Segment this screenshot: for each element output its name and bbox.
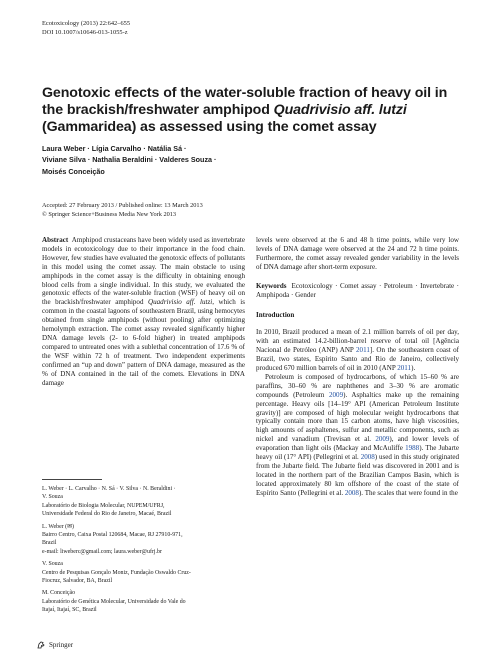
affiliation-line: Fiocruz, Salvador, BA, Brazil: [42, 578, 113, 585]
affiliation-2: [42, 523, 247, 557]
intro-text: ).: [411, 363, 416, 372]
affiliations: [42, 485, 247, 619]
affiliation-line: Itajaí, Itajaí, SC, Brazil: [42, 607, 97, 614]
citation-link[interactable]: 2009: [329, 390, 344, 399]
citation-link[interactable]: 2011: [397, 363, 412, 372]
springer-horse-icon: [36, 640, 46, 650]
title-species: Quadrivisio aff. lutzi: [273, 101, 407, 118]
authors-line-3: Moisés Conceição: [42, 166, 105, 176]
keywords-text: Ecotoxicology · Comet assay · Petroleum · Invertebrate · Amphipoda · Gender: [256, 281, 459, 299]
journal-header: [42, 20, 130, 37]
affiliation-line: Bairro Centro, Caixa Postal 120684, Macae, RJ 27910-971,: [42, 532, 183, 539]
abstract-text-2: , which is common in the coastal lagoons of southeastern Brazil, using hemocytes obtained from single amphipods (without pooling) after optimizing hemolymph extraction. The comet assay revealed significantly higher DNA damage levels (2- to 6-fold higher) in treated amphipods compared to untreated ones with a sublethal concentration of 17.6 % of the WSF within 72 h of treatment. Two independent experiments confirmed an “up and down” pattern of DNA damage, measured as the % of DNA contained in the tail of the comets. Elevations in DNA damage: [42, 298, 245, 387]
affiliation-line: Laboratório de Genética Molecular, Universidade do Vale do: [42, 598, 186, 605]
affiliation-line: Universidade Federal do Rio de Janeiro, Macaé, Brazil: [42, 511, 172, 518]
publisher-name: Springer: [49, 641, 74, 649]
left-column: [42, 236, 245, 387]
page-footer: [36, 640, 73, 650]
affiliation-4: [42, 589, 247, 614]
intro-text: Petroleum is composed of hydrocarbons, of which 15–60 % are paraffins, 30–60 % are naphthenes and 3–30 % are aromatic compounds (Petroleum: [256, 372, 459, 399]
right-column: [256, 236, 459, 498]
affiliation-line: L. Weber · L. Carvalho · N. Sá · V. Silva · N. Beraldini ·: [42, 486, 176, 492]
abstract-species: Quadrivisio aff. lutzi: [148, 298, 213, 307]
intro-text: ) used in this study originated from the Jubarte field. The Jubarte field was discovered in 2001 and is located in the northern part of the Brazilian Campos Basin, which is located approximately 80 km offshore of the coast of the state of Espírito Santo (Pellegrini et al.: [256, 453, 459, 497]
affiliation-line: V. Souza: [42, 494, 63, 501]
abstract-continuation: levels were observed at the 6 and 48 h time points, while very low levels of DNA damage were observed at the 24 and 72 h time points. Furthermore, the comet assay revealed gender variability in the levels of DNA damage after short-term exposure.: [256, 236, 459, 271]
authors-line-2: Viviane Silva · Nathalia Beraldini · Valderes Souza ·: [42, 155, 217, 165]
copyright-line: © Springer Science+Business Media New York 2013: [42, 210, 177, 218]
introduction-heading: Introduction: [256, 311, 295, 320]
citation-link[interactable]: 2008: [360, 453, 375, 462]
intro-paragraph-1: [256, 328, 459, 373]
abstract: [42, 236, 245, 387]
doi[interactable]: DOI 10.1007/s10646-013-1055-z: [42, 28, 128, 36]
citation-link[interactable]: 2011: [356, 346, 370, 355]
dates-line-1: Accepted: 27 February 2013 / Published online: 13 March 2013: [42, 202, 203, 209]
affiliation-line: Laboratório de Biologia Molecular, NUPEM/UFRJ,: [42, 502, 165, 509]
authors-line-1: Laura Weber · Lígia Carvalho · Natália Sá ·: [42, 144, 187, 153]
intro-text: ), and lower levels of evaporation than light oils (Mackay and McAuliffe: [256, 435, 460, 453]
intro-paragraph-2: [256, 373, 459, 498]
email-link[interactable]: e-mail: liweberc@gmail.com; laura.weber@ufrj.br: [42, 548, 162, 555]
intro-text: In 2010, Brazil produced a mean of 2.1 million barrels of oil per day, with an estimated 14.2-billion-barrel reserve of total oil [Agência Nacional de Petróleo (ANP) ANP: [256, 328, 459, 355]
title-part2: (Gammaridea) as assessed using the comet assay: [42, 118, 377, 135]
title-part1: Genotoxic effects of the water-soluble fraction of heavy oil in the brackish/freshwater amphipod: [42, 85, 448, 118]
intro-text: ]. On the southeastern coast of Brazil, two states, Espírito Santo and Rio de Janeiro, collectively produced 670 million barrels of oil in 2010 (ANP: [256, 346, 459, 372]
affiliation-3: [42, 560, 247, 585]
citation-link[interactable]: 2009: [375, 435, 390, 444]
affiliation-line: M. Conceição: [42, 590, 76, 597]
affiliation-line: V. Souza: [42, 561, 63, 568]
citation-link[interactable]: 2008: [344, 488, 359, 497]
keywords: [256, 282, 459, 300]
author-list: [42, 143, 302, 177]
abstract-label: Abstract: [42, 236, 69, 244]
citation-link[interactable]: 1988: [405, 444, 420, 453]
intro-text: ). The Jubarte heavy oil (17° API) (Pellegrini et al.: [256, 444, 459, 462]
abstract-text-1: Amphipod crustaceans have been widely used as invertebrate models in ecotoxicology due to their importance in the food chain. However, few studies have evaluated the genotoxic effects of pollutants in this model using the comet assay. The main obstacle to using amphipods in the comet assay is the difficulty in obtaining enough blood cells from a single individual. In this study, we evaluated the genotoxic effects of the water-soluble fraction (WSF) of heavy oil on the brackish/freshwater amphipod: [42, 236, 246, 307]
keywords-label: Keywords: [256, 281, 287, 290]
affiliation-line: Centro de Pesquisas Gonçalo Moniz, Fundação Oswaldo Cruz-: [42, 569, 191, 576]
publication-dates: [42, 202, 203, 219]
affiliation-line: Brazil: [42, 540, 57, 547]
affiliation-1: [42, 485, 247, 519]
journal-citation: Ecotoxicology (2013) 22:642–655: [42, 20, 131, 27]
paper-title: [42, 85, 472, 135]
intro-text: ). Asphaltics make up the remaining percentage. Heavy oils [14–19° API (American Petroleum Institute gravity)] are composed of high molecular weight hydrocarbons that typically contain more than 15 carbon atoms, have high viscosities, high amounts of asphaltenes, sulfur and metallic components, such as nickel and vanadium (Trevisan et al.: [256, 390, 460, 444]
intro-text: ). The scales that were found in the: [358, 488, 458, 497]
affiliation-line: L. Weber (✉): [42, 523, 74, 530]
footnote-rule: [42, 479, 102, 480]
